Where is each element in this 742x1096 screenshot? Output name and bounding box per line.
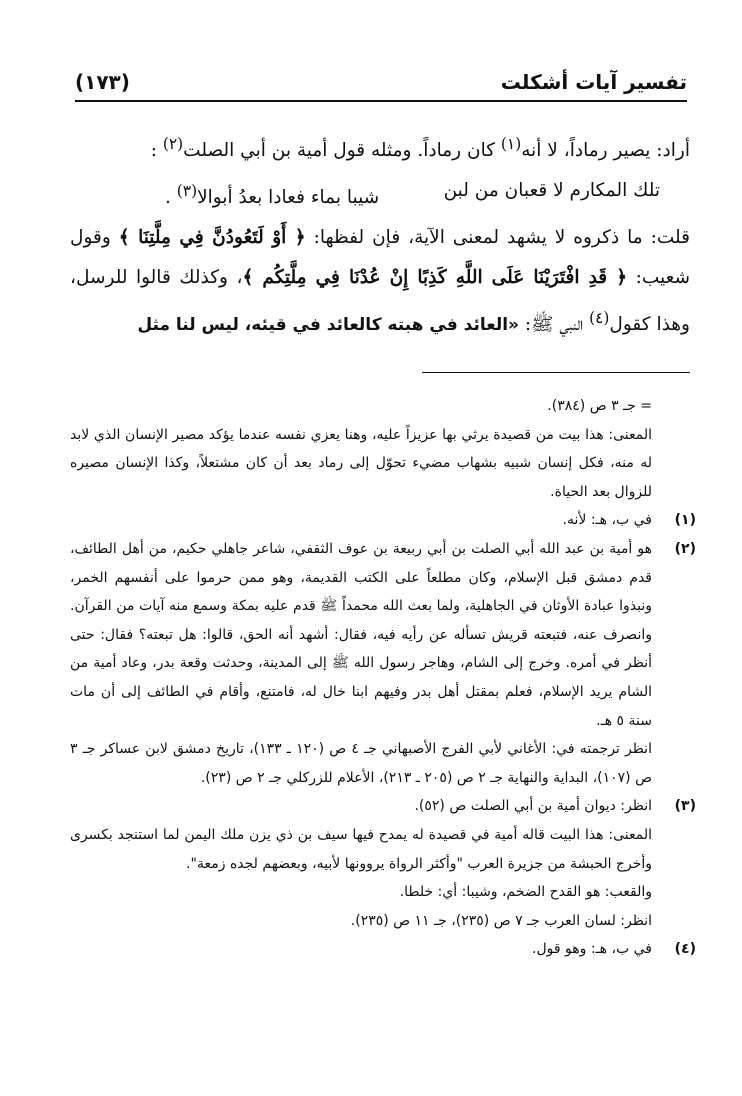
footnote-number: (٣) — [674, 798, 696, 815]
footnote-number: (١) — [674, 512, 696, 529]
header-rule — [75, 100, 687, 102]
running-header — [75, 62, 687, 102]
verse-first-hemistich: تلك المكارم لا قعبان من لبن — [443, 180, 660, 202]
main-paragraph-2: قلت: ما ذكروه لا يشهد لمعنى الآية، فإن لفظها: ﴿ أَوْ لَتَعُودُنَّ فِي مِلَّتِنَا ﴾ وقول شعيب: ﴿ قَدِ افْتَرَيْنَا عَلَى اللَّهِ كَذِبًا إِنْ عُدْنَا فِي مِلَّتِكُم ﴾، وكذلك قالوا للرسل، وهذا كقول$^{(٤)}$ النبي ﷺ: «العائد في هبته كالعائد في قيئه، ليس لنا مثل — [70, 227, 690, 336]
footnote-ref: (٣) — [176, 182, 198, 201]
footnote-1: (١) في ب، هـ: لأنه. — [70, 506, 696, 535]
footnote-number: (٤) — [674, 941, 696, 958]
quran-verse: ﴿ قَدِ افْتَرَيْنَا عَلَى اللَّهِ كَذِبًا إِنْ عُدْنَا فِي مِلَّتِكُم ﴾ — [242, 267, 628, 289]
footnote-separator — [422, 372, 690, 373]
footnote-3: (٣) انظر: ديوان أمية بن أبي الصلت ص (٥٢). المعنى: هذا البيت قاله أمية في قصيدة له يمدح فيها سيف بن ذي يزن ملك اليمن لما استنجد بكسرى وأخرج الحبشة من جزيرة العرب "وأكثر الرواة يروونها لأبيه، وبعضهم لجده زمعة". والقعب: هو القدح الضخم، وشيبا: أي: خلطا. انظر: لسان العرب جـ ٧ ص (٢٣٥)، جـ ١١ ص (٢٣٥). — [70, 792, 696, 935]
footnote-continuation: = جـ ٣ ص (٣٨٤). المعنى: هذا بيت من قصيدة يرثي بها عزيزاً عليه، وهنا يعزي نفسه عندما يؤكد مصير الإنسان الذي لابد له منه، فكل إنسان شبيه بشهاب مضيء تحوّل إلى رماد بعد أن كان مشتعلاً، وكذا الإنسان مصيره للزوال بعد الحياة. — [70, 398, 652, 500]
footnote-2: (٢) هو أمية بن عبد الله أبي الصلت بن أبي ربيعة بن عوف الثقفي، شاعر جاهلي حكيم، من أهل الطائف، قدم دمشق قبل الإسلام، وكان مطلعاً على الكتب القديمة، وهو ممن حرموا على أنفسهم الخمر، ونبذوا عبادة الأوثان في الجاهلية، ولما بعث الله محمداً ﷺ قدم عليه بمكة وسمع منه آيات من القرآن. وانصرف عنه، فتبعته قريش تسأله عن رأيه فيه، فقال: أشهد أنه الحق، قالوا: هل تبعته؟ فقال: حتى أنظر في أمره. وخرج إلى الشام، وهاجر رسول الله ﷺ إلى المدينة، وحدثت وقعة بدر، وعاد أمية من الشام يريد الإسلام، فعلم بمقتل أهل بدر وفيهم ابنا خال له، فامتنع، وأقام في الطائف إلى أن مات سنة ٥ هـ. انظر ترجمته في: الأغاني لأبي الفرج الأصبهاني جـ ٤ ص (١٢٠ ـ ١٣٣)، تاريخ دمشق لابن عساكر جـ ٣ ص (١٠٧)، البداية والنهاية جـ ٢ ص (٢٠٥ ـ ٢١٣)، الأعلام للزركلي جـ ٢ ص (٢٣). — [70, 535, 696, 792]
footnote-ref: (١) — [500, 135, 522, 153]
footnote-ref: (٢) — [162, 135, 184, 153]
main-paragraph-1: أراد: يصير رماداً، لا أنه$^{(١)}$ كان رماداً. ومثله قول أمية بن أبي الصلت$^{(٢)}$ : — [150, 135, 690, 162]
book-title: تفسير آيات أشكلت — [500, 70, 687, 94]
main-text — [70, 124, 690, 345]
verse-second-hemistich: شيبا بماء فعادا بعدُ أبوالا$^{(٣)}$ . — [165, 182, 380, 209]
footnote-ref: (٤) — [589, 309, 610, 328]
poetry-verse — [70, 171, 690, 218]
footnote-number: (٢) — [674, 540, 696, 557]
footnotes — [70, 392, 696, 964]
hadith-quote: «العائد في هبته كالعائد في قيئه، ليس لنا مثل — [137, 315, 520, 336]
page-number: (١٧٣) — [75, 70, 130, 94]
quran-verse: ﴿ أَوْ لَتَعُودُنَّ فِي مِلَّتِنَا ﴾ — [118, 227, 306, 249]
footnote-4: (٤) في ب، هـ: وهو قول. — [70, 935, 696, 964]
